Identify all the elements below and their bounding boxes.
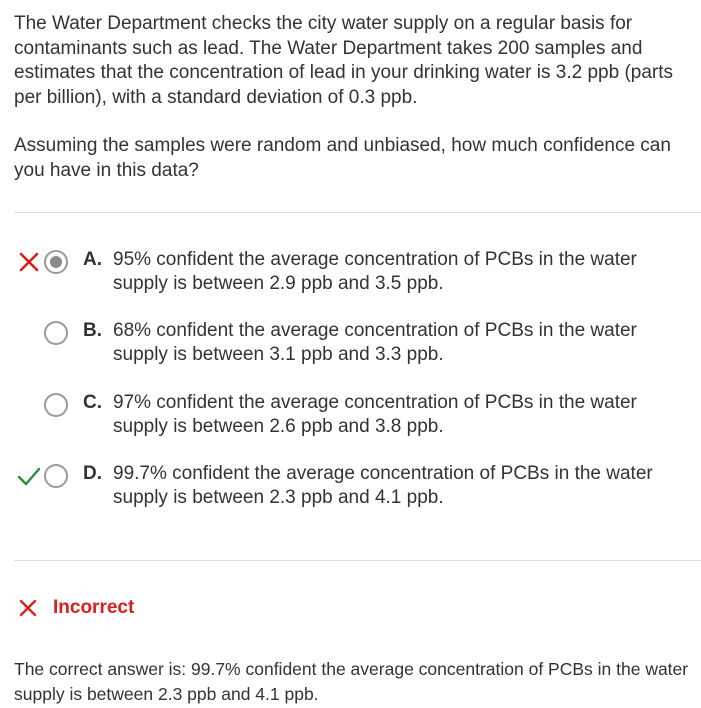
answer-option-c[interactable] bbox=[0, 391, 701, 441]
divider bbox=[14, 212, 701, 213]
option-letter: A. bbox=[83, 249, 102, 270]
radio-button[interactable] bbox=[44, 250, 68, 274]
option-text: 68% confident the average concentration of PCBs in the water supply is between 3.1 ppb and 3.3 ppb. bbox=[113, 320, 637, 365]
question-text bbox=[14, 12, 689, 207]
incorrect-x-icon bbox=[18, 598, 38, 618]
incorrect-x-icon bbox=[17, 250, 41, 274]
question-paragraph: The Water Department checks the city water supply on a regular basis for contaminants such as lead. The Water Department takes 200 samples and estimates that the concentration of lead in your drinking water is 3.2 ppb (parts per billion), with a standard deviation of 0.3 ppb. bbox=[14, 13, 674, 108]
feedback-text: The correct answer is: 99.7% confident the average concentration of PCBs in the water supply is between 2.3 ppb and 4.1 ppb. bbox=[14, 659, 689, 704]
option-text: 95% confident the average concentration of PCBs in the water supply is between 2.9 ppb and 3.5 ppb. bbox=[113, 249, 637, 294]
result-label: Incorrect bbox=[53, 597, 135, 618]
radio-selected-dot bbox=[50, 256, 62, 268]
option-letter: D. bbox=[83, 463, 102, 484]
radio-button[interactable] bbox=[44, 321, 68, 345]
answer-option-b[interactable] bbox=[0, 319, 701, 369]
correct-check-icon bbox=[17, 464, 41, 488]
option-text: 97% confident the average concentration of PCBs in the water supply is between 2.6 ppb and 3.8 ppb. bbox=[113, 392, 637, 437]
option-letter: C. bbox=[83, 392, 102, 413]
radio-button[interactable] bbox=[44, 464, 68, 488]
divider bbox=[14, 560, 701, 561]
answer-option-a[interactable] bbox=[0, 248, 701, 298]
option-text: 99.7% confident the average concentration of PCBs in the water supply is between 2.3 ppb and 4.1 ppb. bbox=[113, 463, 653, 508]
question-prompt: Assuming the samples were random and unbiased, how much confidence can you have in this data? bbox=[14, 135, 671, 181]
radio-button[interactable] bbox=[44, 393, 68, 417]
answer-option-d[interactable] bbox=[0, 462, 701, 512]
option-letter: B. bbox=[83, 320, 102, 341]
